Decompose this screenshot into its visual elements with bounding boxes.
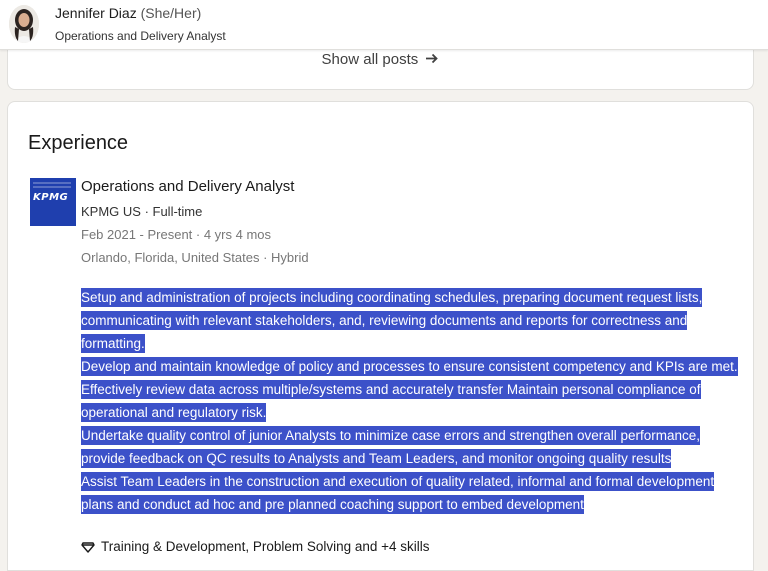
description-line: Setup and administration of projects including coordinating schedules, preparing document request lists, communicating with relevant stakeholders, and, reviewing documents and reports for correctness and formatting. <box>81 290 703 351</box>
show-all-posts-button[interactable] <box>8 51 753 68</box>
section-title-experience: Experience <box>28 132 129 154</box>
profile-sticky-header <box>0 0 768 50</box>
description-line: Effectively review data across multiple/systems and accurately transfer Maintain personal compliance of operational and regulatory risk. <box>81 382 701 420</box>
company-logo-text: KPMG <box>33 192 69 203</box>
company-line[interactable]: KPMG US · Full-time <box>81 204 203 219</box>
profile-name: Jennifer Diaz <box>55 5 137 21</box>
description-line: Undertake quality control of junior Analysts to minimize case errors and strengthen overall performance, provide feedback on QC results to Analysts and Team Leaders, and monitor ongoing quality results <box>81 428 701 466</box>
job-description <box>81 286 746 516</box>
profile-name-line <box>55 5 201 21</box>
avatar[interactable] <box>9 5 39 43</box>
skills-diamond-icon <box>81 540 95 554</box>
job-location: Orlando, Florida, United States · Hybrid <box>81 250 309 265</box>
avatar-photo-icon <box>9 5 39 43</box>
date-range: Feb 2021 - Present · 4 yrs 4 mos <box>81 227 272 242</box>
experience-card <box>7 101 754 571</box>
profile-headline: Operations and Delivery Analyst <box>55 29 226 43</box>
show-all-posts-label: Show all posts <box>321 51 419 68</box>
description-line: Assist Team Leaders in the construction and execution of quality related, informal and formal development plans and conduct ad hoc and pre planned coaching support to embed development <box>81 474 715 512</box>
logo-decoration <box>33 182 71 188</box>
description-line: Develop and maintain knowledge of policy and processes to ensure consistent competency and KPIs are met. <box>81 359 738 374</box>
skills-text: Training & Development, Problem Solving and +4 skills <box>101 539 430 554</box>
profile-pronouns: (She/Her) <box>140 5 202 21</box>
arrow-right-icon <box>426 51 439 67</box>
skills-summary[interactable] <box>81 539 430 554</box>
company-logo[interactable] <box>30 178 76 226</box>
job-title[interactable]: Operations and Delivery Analyst <box>81 178 295 195</box>
